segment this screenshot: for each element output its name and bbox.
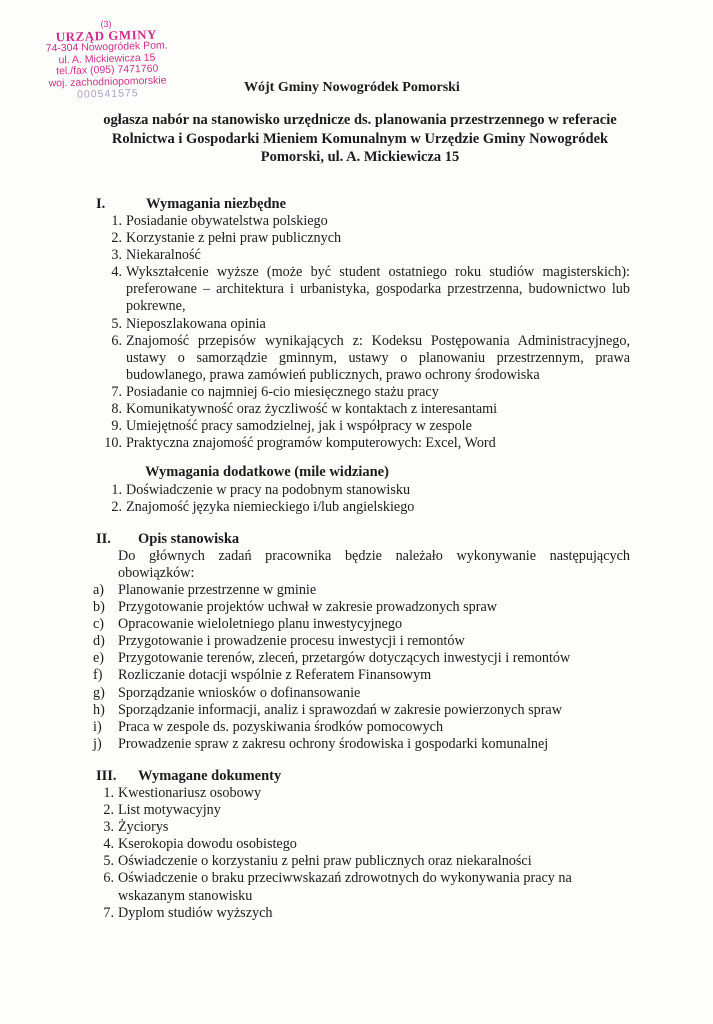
list-item-marker: 9.: [111, 418, 122, 435]
stamp-registry-number: 000541575: [76, 87, 139, 101]
list-item-marker: 2.: [111, 499, 122, 516]
list-item-marker: 4.: [111, 264, 122, 281]
list-item: [93, 633, 630, 650]
list-item-text: List motywacyjny: [118, 802, 221, 819]
list-item-marker: 5.: [103, 853, 114, 870]
list-item-marker: i): [93, 718, 102, 735]
section-heading: [96, 531, 239, 548]
page-title: Wójt Gminy Nowogródek Pomorski: [244, 80, 460, 95]
list-item: [111, 383, 630, 401]
requirements-list: [104, 213, 630, 452]
duties-intro: [118, 548, 630, 582]
list-item-text: Znajomość języka niemieckiego i/lub angielskiego: [126, 499, 415, 516]
list-item: [111, 332, 630, 384]
stamp-line: tel./fax (095) 7471760: [56, 62, 159, 78]
list-item-marker: 4.: [103, 836, 114, 853]
list-item-text: Dyplom studiów wyższych: [118, 904, 273, 921]
list-item-marker: b): [93, 599, 105, 616]
list-item-marker: d): [93, 633, 105, 650]
list-item: [103, 853, 630, 870]
list-item-text: Praktyczna znajomość programów komputerowych: Excel, Word: [126, 435, 496, 452]
list-item-marker: 2.: [111, 230, 122, 247]
section-number: III.: [96, 768, 117, 784]
list-item-text: Komunikatywność oraz życzliwość w kontaktach z interesantami: [126, 401, 498, 418]
list-item-marker: f): [93, 667, 103, 684]
list-item: [93, 667, 630, 684]
list-item-marker: a): [93, 582, 105, 598]
list-item: [111, 230, 630, 247]
list-item-text: Umiejętność pracy samodzielnej, jak i współpracy w zespole: [126, 418, 472, 435]
list-item-text: Opracowanie wieloletniego planu inwestycyjnego: [118, 616, 403, 633]
list-item-marker: 1.: [111, 213, 122, 229]
list-item-marker: 3.: [111, 247, 122, 264]
list-item: [93, 599, 630, 616]
list-item: [103, 870, 630, 904]
list-item: [93, 735, 630, 753]
list-item-text: Planowanie przestrzenne w gminie: [118, 582, 317, 598]
list-item: [111, 264, 630, 315]
list-item-text: Wykształcenie wyższe (może być student ostatniego roku studiów magisterskich): preferowane – architektura i urbanistyka, gospodarka przestrzenna, budownictwo lub pokrewne,: [126, 264, 630, 315]
list-item-text: Posiadanie obywatelstwa polskiego: [126, 213, 328, 229]
section-title: Wymagania dodatkowe (mile widziane): [145, 464, 389, 480]
stamp-line: 74-304 Nowogródek Pom.: [45, 39, 168, 55]
list-item: [111, 213, 630, 230]
list-item-marker: 1.: [111, 482, 122, 498]
list-item: [93, 616, 630, 633]
list-item-marker: 10.: [104, 435, 122, 452]
list-item-text: Prowadzenie spraw z zakresu ochrony środowiska i gospodarki komunalnej: [118, 735, 549, 752]
list-item: [93, 650, 630, 667]
list-item-text: Nieposzlakowana opinia: [126, 315, 266, 332]
list-item: [103, 802, 630, 819]
documents-list: [103, 785, 630, 922]
list-item-marker: 7.: [111, 383, 122, 400]
list-item: [93, 718, 630, 736]
list-item-marker: j): [93, 735, 102, 752]
additional-requirements-list: [111, 482, 630, 516]
list-item: [93, 701, 630, 719]
list-item-text: Przygotowanie terenów, zleceń, przetargów dotyczących inwestycji i remontów: [118, 650, 571, 667]
list-item-text: Oświadczenie o braku przeciwwskazań zdrowotnych do wykonywania pracy na wskazanym stanowisku: [118, 870, 572, 904]
list-item-marker: g): [93, 684, 105, 701]
office-stamp: [31, 18, 183, 102]
duties-intro-text: Do głównych zadań pracownika będzie należało wykonywanie następujących obowiązków:: [118, 548, 630, 582]
list-item-text: Praca w zespole ds. pozyskiwania środków pomocowych: [118, 718, 444, 735]
list-item-marker: 6.: [111, 332, 122, 349]
list-item: [111, 418, 630, 435]
stamp-line: ul. A. Mickiewicza 15: [58, 51, 156, 66]
list-item: [103, 904, 630, 922]
stamp-title: URZĄD GMINY: [55, 26, 158, 45]
list-item-marker: 3.: [103, 819, 114, 836]
list-item-text: Sporządzanie informacji, analiz i sprawozdań w zakresie powierzonych spraw: [118, 701, 562, 718]
list-item-marker: 8.: [111, 401, 122, 418]
list-item-text: Znajomość przepisów wynikających z: Kodeksu Postępowania Administracyjnego, ustawy o samorządzie gminnym, ustawy o planowaniu przestrzennym, prawa budowlanego, prawa zamówień publicznych, prawo ochrony środowiska: [126, 332, 630, 383]
list-item-text: Kwestionariusz osobowy: [118, 785, 262, 801]
section-title: Wymagania niezbędne: [146, 196, 287, 212]
list-item-text: Kserokopia dowodu osobistego: [118, 836, 297, 853]
list-item-marker: h): [93, 701, 105, 718]
list-item: [111, 482, 630, 499]
list-item-text: Rozliczanie dotacji wspólnie z Referatem Finansowym: [118, 667, 432, 684]
list-item-marker: 7.: [103, 904, 114, 921]
section-heading: [96, 768, 281, 785]
list-item-text: Doświadczenie w pracy na podobnym stanowisku: [126, 482, 411, 498]
list-item-text: Niekaralność: [126, 247, 201, 264]
list-item: [93, 582, 630, 599]
list-item-text: Przygotowanie i prowadzenie procesu inwestycji i remontów: [118, 633, 465, 650]
list-item-text: Życiorys: [118, 819, 169, 836]
list-item-marker: 2.: [103, 802, 114, 819]
section-heading: [96, 196, 286, 213]
list-item: [111, 499, 630, 516]
section-heading: [145, 464, 389, 481]
section-number: I.: [96, 196, 106, 212]
list-item: [103, 836, 630, 853]
list-item-text: Przygotowanie projektów uchwał w zakresie prowadzonych spraw: [118, 599, 497, 616]
list-item: [103, 819, 630, 836]
list-item-text: Posiadanie co najmniej 6-cio miesięcznego stażu pracy: [126, 383, 439, 400]
list-item-text: Sporządzanie wniosków o dofinansowanie: [118, 684, 361, 701]
list-item: [111, 315, 630, 333]
section-number: II.: [96, 531, 111, 547]
stamp-line: woj. zachodniopomorskie: [48, 73, 167, 90]
list-item-marker: 1.: [103, 785, 114, 801]
list-item-marker: c): [93, 616, 105, 633]
list-item: [93, 684, 630, 702]
list-item: [103, 785, 630, 802]
section-title: Opis stanowiska: [138, 531, 240, 547]
list-item-marker: 6.: [103, 870, 114, 887]
list-item-marker: e): [93, 650, 105, 667]
list-item-text: Korzystanie z pełni praw publicznych: [126, 230, 342, 247]
list-item: [104, 435, 630, 452]
list-item-text: Oświadczenie o korzystaniu z pełni praw publicznych oraz niekaralności: [118, 853, 532, 870]
duties-list: [93, 582, 630, 753]
section-title: Wymagane dokumenty: [138, 768, 282, 784]
list-item: [111, 247, 630, 264]
page-subtitle: ogłasza nabór na stanowisko urzędnicze ds. planowania przestrzennego w referacie Rolnictwa i Gospodarki Mieniem Komunalnym w Urzędzie Gminy Nowogródek Pomorski, ul. A. Mickiewicza 15: [103, 112, 617, 165]
list-item-marker: 5.: [111, 315, 122, 332]
list-item: [111, 401, 630, 418]
stamp-number: (3): [100, 18, 112, 30]
